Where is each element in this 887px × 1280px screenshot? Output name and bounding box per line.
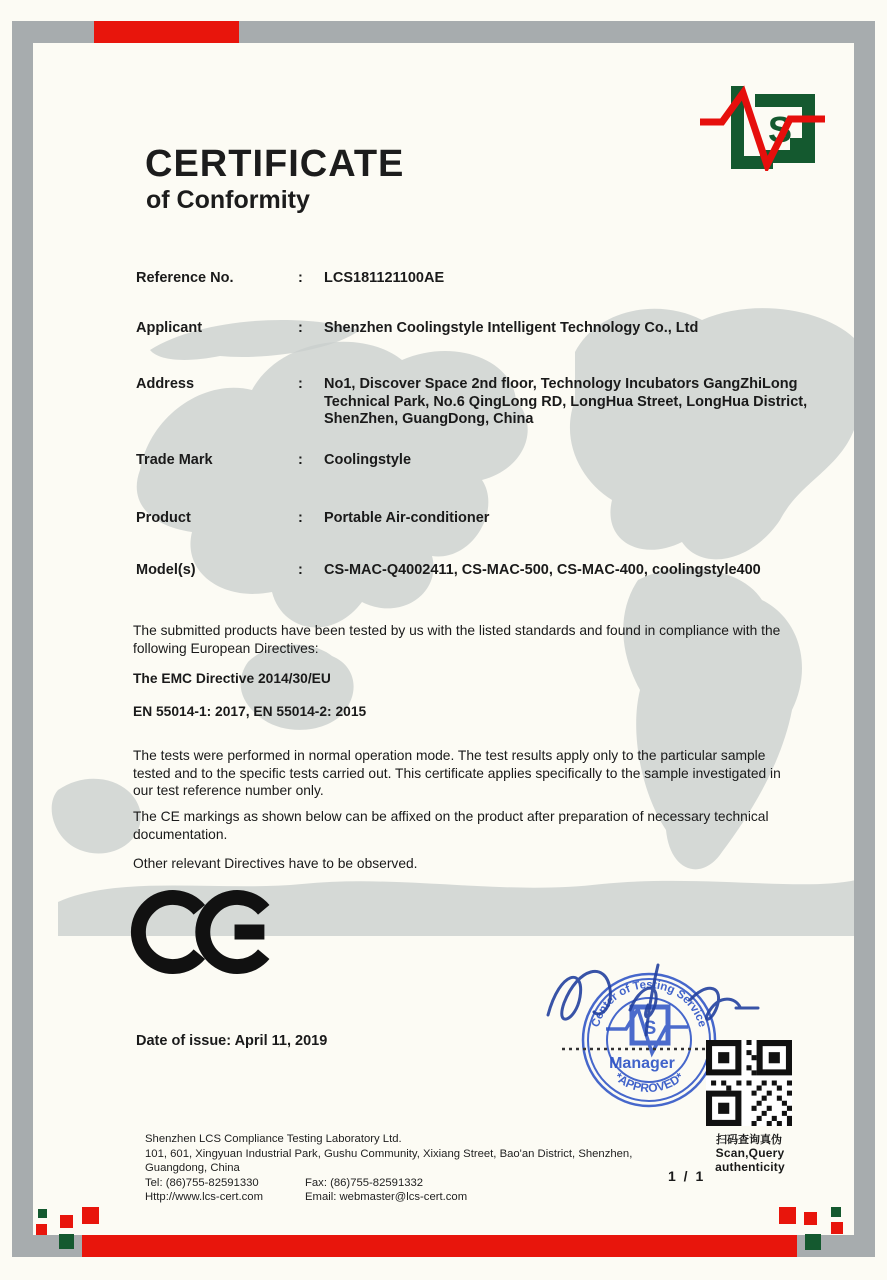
frame-left xyxy=(12,21,33,1257)
statement-tests: The tests were performed in normal operation mode. The test results apply only to the particular sample tested and to the specific tests carried out. This certificate applies specifically to the sample investigated in our test reference number only. xyxy=(133,748,781,798)
decor-square-red-small-right xyxy=(831,1222,843,1234)
field-colon: : xyxy=(298,320,303,336)
field-label: Product xyxy=(136,510,191,526)
certificate-subtitle: of Conformity xyxy=(146,186,310,214)
decor-square-red-large-left xyxy=(82,1207,99,1224)
field-value: No1, Discover Space 2nd floor, Technology Incubators GangZhiLong Technical Park, No.6 QingLong RD, LongHua Street, LongHua District, ShenZhen, GuangDong, China xyxy=(324,376,808,427)
field-row-address xyxy=(136,376,836,429)
field-row-trademark xyxy=(136,452,836,470)
certificate-title: CERTIFICATE xyxy=(145,143,405,185)
footer-block xyxy=(145,1132,665,1205)
field-value: LCS181121100AE xyxy=(324,270,445,286)
footer-tel: Tel: (86)755-82591330 xyxy=(145,1176,259,1189)
field-label: Reference No. xyxy=(136,270,234,286)
field-value: Portable Air-conditioner xyxy=(324,510,490,526)
field-colon: : xyxy=(298,376,303,392)
frame-top-red-segment xyxy=(94,21,239,43)
field-label: Address xyxy=(136,376,195,392)
lcs-logo xyxy=(698,66,828,171)
frame-right xyxy=(854,21,875,1257)
statement-ce-markings: The CE markings as shown below can be affixed on the product after preparation of necessary technical documentation. xyxy=(133,809,769,842)
page-number: 1 / 1 xyxy=(668,1168,706,1184)
decor-square-red-large-right xyxy=(779,1207,796,1224)
field-value: CS-MAC-Q4002411, CS-MAC-500, CS-MAC-400, coolingstyle400 xyxy=(324,562,761,578)
date-of-issue: Date of issue: April 11, 2019 xyxy=(136,1033,328,1049)
qr-label-english: Scan,Query authenticity xyxy=(715,1146,785,1174)
field-row-reference xyxy=(136,270,836,288)
statement-standards: EN 55014-1: 2017, EN 55014-2: 2015 xyxy=(133,704,367,719)
footer-fax: Fax: (86)755-82591332 xyxy=(305,1176,424,1189)
decor-square-red-small-left xyxy=(36,1224,47,1235)
ce-marking-logo xyxy=(130,885,270,979)
decor-square-green-large-right xyxy=(805,1234,821,1250)
field-colon: : xyxy=(298,562,303,578)
decor-square-green-large-left xyxy=(59,1234,74,1249)
ce-letter-c xyxy=(138,897,199,966)
statement-directive: The EMC Directive 2014/30/EU xyxy=(133,671,331,686)
footer-address-line1: 101, 601, Xingyuan Industrial Park, Gushu Community, Xixiang Street, Bao'an District, Shenzhen, xyxy=(145,1147,633,1160)
field-label: Model(s) xyxy=(136,562,196,578)
qr-code xyxy=(706,1040,792,1126)
stamp-approved-text: *APPROVED* xyxy=(611,1069,687,1096)
decor-square-red-mid-left xyxy=(60,1215,73,1228)
field-value: Coolingstyle xyxy=(324,452,412,468)
decor-square-green-small-right xyxy=(831,1207,841,1217)
field-colon: : xyxy=(298,510,303,526)
footer-address-line2: Guangdong, China xyxy=(145,1162,240,1174)
field-colon: : xyxy=(298,452,303,468)
statement-intro: The submitted products have been tested by us with the listed standards and found in compliance with the following European Directives: xyxy=(133,623,781,656)
svg-text:*APPROVED* xyxy=(612,1070,686,1095)
stamp-ring-text: Center of Testing Service xyxy=(589,979,709,1029)
stamp-logo-letter-s: S xyxy=(643,1018,657,1039)
field-value: Shenzhen Coolingstyle Intelligent Technology Co., Ltd xyxy=(324,320,699,336)
field-row-models xyxy=(136,562,836,580)
stamp-manager-label: Manager xyxy=(609,1055,675,1072)
field-label: Trade Mark xyxy=(136,452,213,468)
footer-email: Email: webmaster@lcs-cert.com xyxy=(305,1191,468,1203)
field-row-product xyxy=(136,510,836,528)
footer-company: Shenzhen LCS Compliance Testing Laboratory Ltd. xyxy=(145,1133,402,1145)
qr-label-chinese: 扫码查询真伪 xyxy=(716,1134,782,1146)
field-row-applicant xyxy=(136,320,836,338)
field-colon: : xyxy=(298,270,303,286)
statement-other: Other relevant Directives have to be observed. xyxy=(133,856,418,871)
frame-bottom-red-segment xyxy=(82,1235,797,1257)
decor-square-red-mid-right xyxy=(804,1212,817,1225)
field-label: Applicant xyxy=(136,320,203,336)
decor-square-green-small-left xyxy=(38,1209,47,1218)
lcs-logo-letter-s: S xyxy=(767,109,793,150)
footer-website: Http://www.lcs-cert.com xyxy=(145,1191,264,1203)
